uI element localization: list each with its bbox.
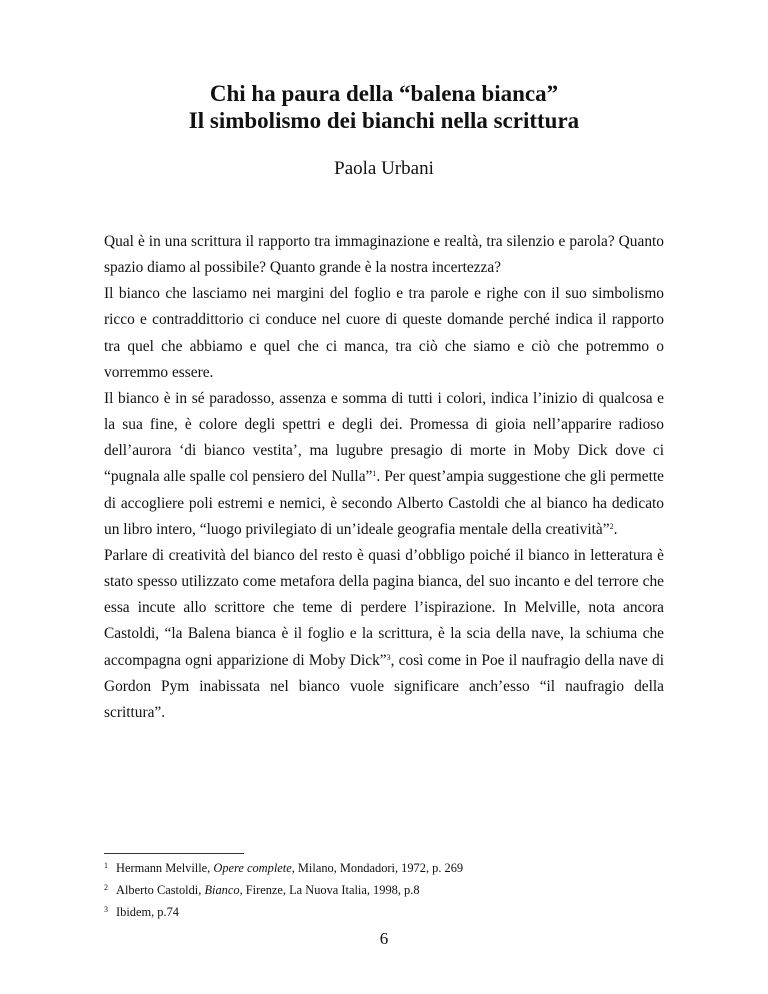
footnote-text: , Firenze, La Nuova Italia, 1998, p.8 xyxy=(239,883,420,897)
footnote-1: 1 Hermann Melville, Opere complete, Milano, Mondadori, 1972, p. 269 xyxy=(104,861,464,875)
title-line-2: Il simbolismo dei bianchi nella scrittura xyxy=(188,108,580,133)
paragraph-text: Il bianco che lasciamo nei margini del foglio e tra parole e righe con il suo simbolismo ricco e contraddittorio ci conduce nel cuore di queste domande perché indica il rapporto tra quel che abbiamo e quel che ci manca, tra ciò che siamo e ciò che potremmo o vorremmo essere. xyxy=(104,285,664,381)
footnote-ref-1[interactable]: 1 xyxy=(372,469,377,479)
title-line-1: Chi ha paura della “balena bianca” xyxy=(209,81,559,106)
paragraph-text: Il bianco è in sé paradosso, assenza e somma di tutti i colori, indica l’inizio di qualcosa e la sua fine, è colore degli spettri e degli dei. Promessa di gioia nell’apparire radioso dell’aurora ‘di bianco vestita’, ma lugubre presagio di morte in Moby Dick dove ci “pugnala alle spalle col pensiero del Nulla” xyxy=(104,389,664,486)
paragraph-text: . xyxy=(613,520,618,538)
paragraph-text: Parlare di creatività del bianco del resto è quasi d’obbligo poiché il bianco in letteratura è stato spesso utilizzato come metafora della pagina bianca, del suo incanto e del terrore che essa incute allo scrittore che teme di perdere l’ispirazione. In Melville, nota ancora Castoldi, “la Balena bianca è il foglio e la scrittura, è la scia della nave, la schiuma che accompagna ogni apparizione di Moby Dick” xyxy=(104,546,664,669)
footnote-italic-title: Opere complete xyxy=(213,861,292,875)
paragraph-3 xyxy=(104,386,664,543)
footnote-text: Hermann Melville, xyxy=(116,861,214,875)
paragraph-text: Qual è in una scrittura il rapporto tra immaginazione e realtà, tra silenzio e parola? Quanto spazio diamo al possibile? Quanto grande è la nostra incertezza? xyxy=(104,233,664,277)
paragraph-text: . Per quest’ampia suggestione che gli permette di accogliere poli estremi e nemici, è secondo Alberto Castoldi che al bianco ha dedicato un libro intero, “luogo privilegiato di un’ideale geografia mentale della creatività” xyxy=(104,468,664,538)
footnote-italic-title: Bianco xyxy=(204,883,240,897)
article-title xyxy=(0,80,768,134)
footnotes-section xyxy=(104,857,664,923)
paragraph-1 xyxy=(104,229,664,281)
paragraph-2 xyxy=(104,281,664,386)
page-number: 6 xyxy=(379,929,389,948)
footnote-3: 3 Ibidem, p.74 xyxy=(104,905,179,919)
paragraph-4 xyxy=(104,543,664,726)
footnote-text: , Milano, Mondadori, 1972, p. 269 xyxy=(291,861,464,875)
paragraph-text: , così come in Poe il naufragio della nave di Gordon Pym inabissata nel bianco vuole significare anch’esso “il naufragio della scrittura”. xyxy=(104,651,664,721)
article-body xyxy=(104,229,664,726)
author-name: Paola Urbani xyxy=(334,158,434,179)
footnote-2: 2 Alberto Castoldi, Bianco, Firenze, La Nuova Italia, 1998, p.8 xyxy=(104,883,420,897)
footnote-text: Ibidem, p.74 xyxy=(116,905,179,919)
footnote-divider xyxy=(104,853,244,854)
footnote-ref-2[interactable]: 2 xyxy=(609,521,614,531)
footnote-ref-3[interactable]: 3 xyxy=(386,652,391,662)
footnote-text: Alberto Castoldi, xyxy=(116,883,205,897)
